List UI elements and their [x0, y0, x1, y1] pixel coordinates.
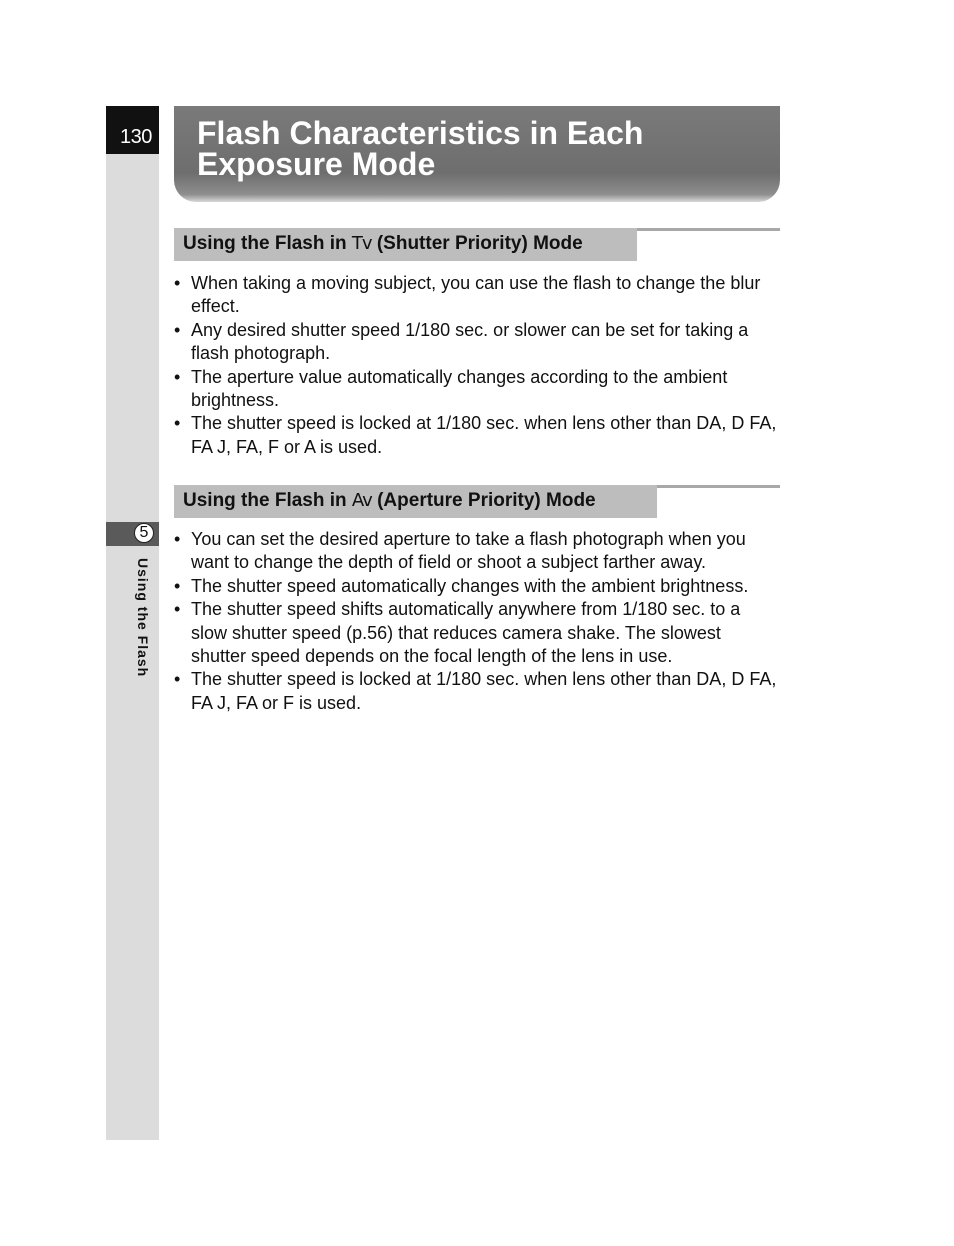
list-item [174, 575, 780, 598]
section-heading-av [174, 485, 780, 518]
heading-suffix: (Shutter Priority) Mode [371, 233, 583, 254]
list-item [174, 319, 780, 366]
page-title [197, 115, 757, 182]
list-item [174, 366, 780, 413]
list-item-text: When taking a moving subject, you can use the flash to change the blur effect. [191, 273, 761, 317]
bullet-list-tv [174, 272, 780, 459]
bullet-list-av [174, 528, 780, 715]
section-heading-text [183, 490, 596, 512]
list-item-text: Any desired shutter speed 1/180 sec. or slower can be set for taking a flash photograph. [191, 319, 749, 364]
list-item-text: The shutter speed shifts automatically anywhere from 1/180 sec. to a slow shutter speed (p.56) that reduces camera shake. The slowest shutter speed depends on the focal length of the lens in use. [191, 599, 741, 667]
bullet-icon: • [174, 599, 181, 620]
list-item [174, 272, 780, 319]
chapter-number-badge: 5 [134, 523, 154, 543]
bullet-icon: • [174, 575, 181, 596]
heading-prefix: Using the Flash in [183, 233, 352, 254]
list-item [174, 598, 780, 668]
bullet-icon: • [174, 669, 181, 690]
bullet-icon: • [174, 273, 181, 293]
list-item [174, 528, 780, 575]
chapter-title-vertical: Using the Flash [135, 558, 151, 678]
av-mode-icon: Av [351, 490, 372, 511]
list-item-text: The shutter speed is locked at 1/180 sec. when lens other than DA, D FA, FA J, FA or F is used. [191, 669, 777, 713]
list-item-text: The shutter speed is locked at 1/180 sec. when lens other than DA, D FA, FA J, FA, F or A is used. [191, 413, 777, 457]
tv-mode-icon: Tv [351, 233, 372, 254]
page-number: 130 [120, 126, 152, 148]
list-item [174, 668, 780, 715]
heading-suffix: (Aperture Priority) Mode [371, 490, 596, 511]
list-item-text: The shutter speed automatically changes with the ambient brightness. [191, 575, 749, 596]
bullet-icon: • [174, 529, 181, 549]
bullet-icon: • [174, 366, 181, 387]
list-item [174, 412, 780, 459]
list-item-text: You can set the desired aperture to take a flash photograph when you want to change the depth of field or shoot a subject farther away. [191, 529, 746, 573]
bullet-icon: • [174, 319, 181, 340]
section-heading-text [183, 233, 583, 255]
page-title-line-1: Flash Characteristics in Each [197, 115, 644, 151]
chapter-side-strip [106, 106, 159, 1140]
list-item-text: The aperture value automatically changes according to the ambient brightness. [191, 366, 728, 411]
bullet-icon: • [174, 413, 181, 434]
heading-prefix: Using the Flash in [183, 490, 352, 511]
section-heading-tv [174, 228, 780, 261]
page-title-line-2: Exposure Mode [197, 146, 436, 182]
